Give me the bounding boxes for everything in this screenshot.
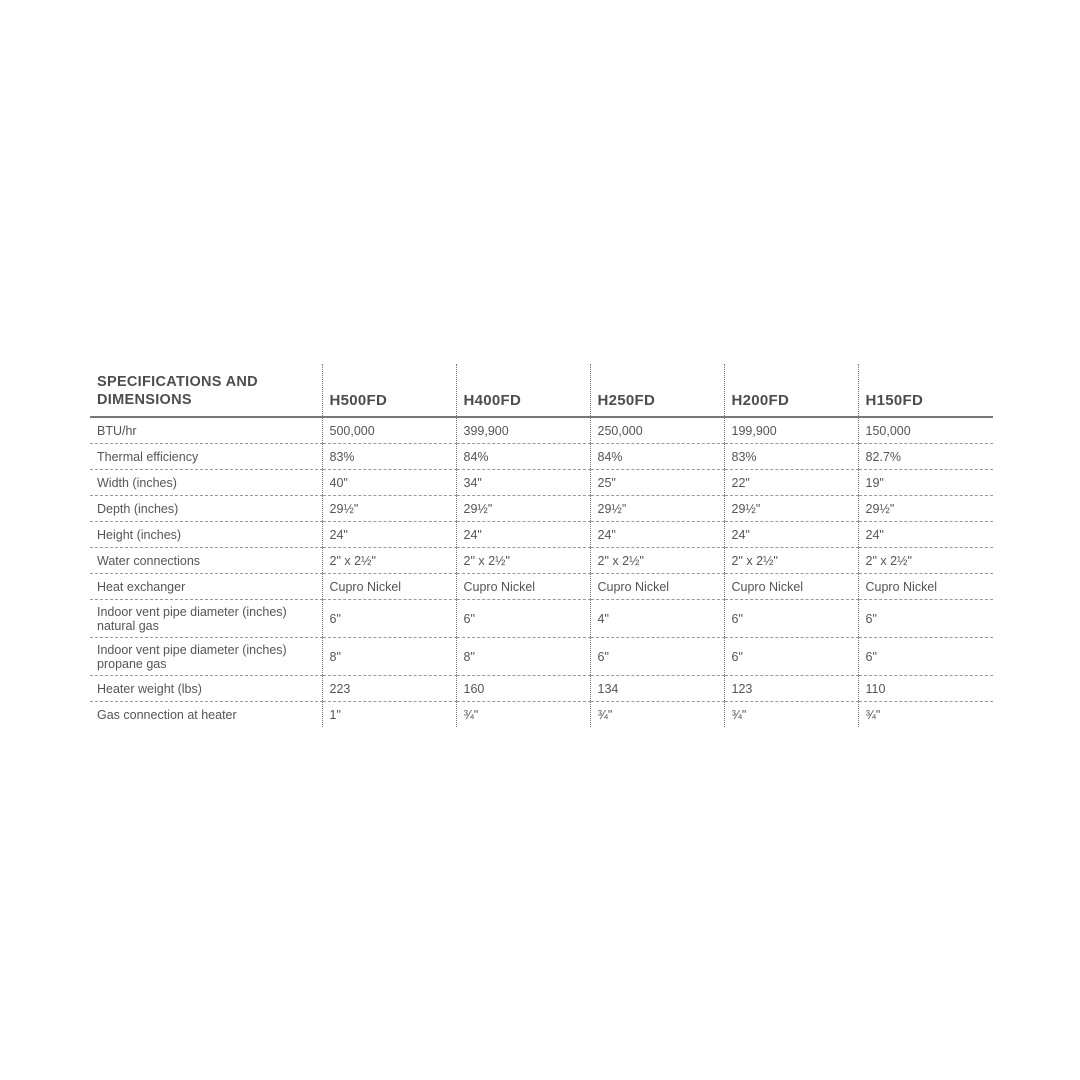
row-label-line: propane gas: [97, 656, 167, 671]
cell-value: 160: [456, 676, 590, 702]
cell-value: Cupro Nickel: [322, 574, 456, 600]
cell-value: 6": [858, 600, 993, 638]
cell-value: 34": [456, 470, 590, 496]
cell-value: 25": [590, 470, 724, 496]
cell-value: 84%: [456, 444, 590, 470]
cell-value: 250,000: [590, 417, 724, 444]
cell-value: 6": [322, 600, 456, 638]
cell-value: 2" x 2½": [322, 548, 456, 574]
cell-value: 29½": [724, 496, 858, 522]
row-label: Gas connection at heater: [97, 707, 237, 722]
cell-value: 82.7%: [858, 444, 993, 470]
table-row: [90, 676, 993, 702]
table-row: [90, 638, 993, 676]
cell-value: 24": [858, 522, 993, 548]
cell-value: 29½": [590, 496, 724, 522]
row-label: Thermal efficiency: [90, 444, 322, 470]
table-row: [90, 574, 993, 600]
row-label-line: Indoor vent pipe diameter (inches): [97, 642, 287, 657]
cell-value: 4": [590, 600, 724, 638]
column-header-h250fd: H250FD: [590, 364, 724, 417]
cell-value: 2" x 2½": [590, 548, 724, 574]
cell-value: Cupro Nickel: [858, 574, 993, 600]
table-header-row: [90, 364, 993, 417]
column-header-h200fd: H200FD: [724, 364, 858, 417]
cell-value: 29½": [858, 496, 993, 522]
cell-value: 223: [322, 676, 456, 702]
table-title-line: SPECIFICATIONS AND: [97, 374, 258, 390]
cell-value: 123: [724, 676, 858, 702]
row-label-line: Indoor vent pipe diameter (inches): [97, 604, 287, 619]
column-header-h150fd: H150FD: [858, 364, 993, 417]
cell-value: 24": [456, 522, 590, 548]
cell-value: 29½": [456, 496, 590, 522]
cell-value: 2" x 2½": [858, 548, 993, 574]
row-label: Heater weight (lbs): [90, 676, 322, 702]
column-header-h400fd: H400FD: [456, 364, 590, 417]
cell-value: 19": [858, 470, 993, 496]
row-label: [90, 600, 322, 638]
cell-value: 24": [724, 522, 858, 548]
specifications-table: [90, 364, 993, 727]
cell-value: 199,900: [724, 417, 858, 444]
table-title: [90, 364, 322, 417]
cell-value: 83%: [322, 444, 456, 470]
cell-value: 6": [858, 638, 993, 676]
cell-value: ¾": [724, 702, 858, 728]
cell-value: 134: [590, 676, 724, 702]
cell-value: 1": [322, 702, 456, 728]
table-row: [90, 548, 993, 574]
row-label: Width (inches): [90, 470, 322, 496]
cell-value: Cupro Nickel: [456, 574, 590, 600]
table-row: [90, 702, 993, 728]
row-label-line: natural gas: [97, 618, 159, 633]
table-row: [90, 496, 993, 522]
table-row: [90, 444, 993, 470]
cell-value: 8": [322, 638, 456, 676]
cell-value: Cupro Nickel: [590, 574, 724, 600]
row-label: Height (inches): [90, 522, 322, 548]
row-label: [90, 638, 322, 676]
table-row: [90, 600, 993, 638]
table-row: [90, 417, 993, 444]
cell-value: 500,000: [322, 417, 456, 444]
cell-value: 6": [724, 638, 858, 676]
row-label: Water connections: [90, 548, 322, 574]
cell-value: 399,900: [456, 417, 590, 444]
row-label: Heat exchanger: [90, 574, 322, 600]
cell-value: 6": [456, 600, 590, 638]
table-title-line: DIMENSIONS: [97, 392, 192, 408]
cell-value: 84%: [590, 444, 724, 470]
cell-value: 29½": [322, 496, 456, 522]
cell-value: Cupro Nickel: [724, 574, 858, 600]
cell-value: ¾": [590, 702, 724, 728]
cell-value: ¾": [858, 702, 993, 728]
cell-value: 6": [590, 638, 724, 676]
cell-value: 2" x 2½": [456, 548, 590, 574]
table-row: [90, 470, 993, 496]
row-label: BTU/hr: [90, 417, 322, 444]
cell-value: 24": [590, 522, 724, 548]
cell-value: 110: [858, 676, 993, 702]
cell-value: 8": [456, 638, 590, 676]
row-label: Depth (inches): [90, 496, 322, 522]
cell-value: 83%: [724, 444, 858, 470]
cell-value: 150,000: [858, 417, 993, 444]
cell-value: 22": [724, 470, 858, 496]
column-header-h500fd: H500FD: [322, 364, 456, 417]
cell-value: 40": [322, 470, 456, 496]
cell-value: ¾": [456, 702, 590, 728]
cell-value: 24": [322, 522, 456, 548]
table-row: [90, 522, 993, 548]
cell-value: 2" x 2½": [724, 548, 858, 574]
cell-value: 6": [724, 600, 858, 638]
